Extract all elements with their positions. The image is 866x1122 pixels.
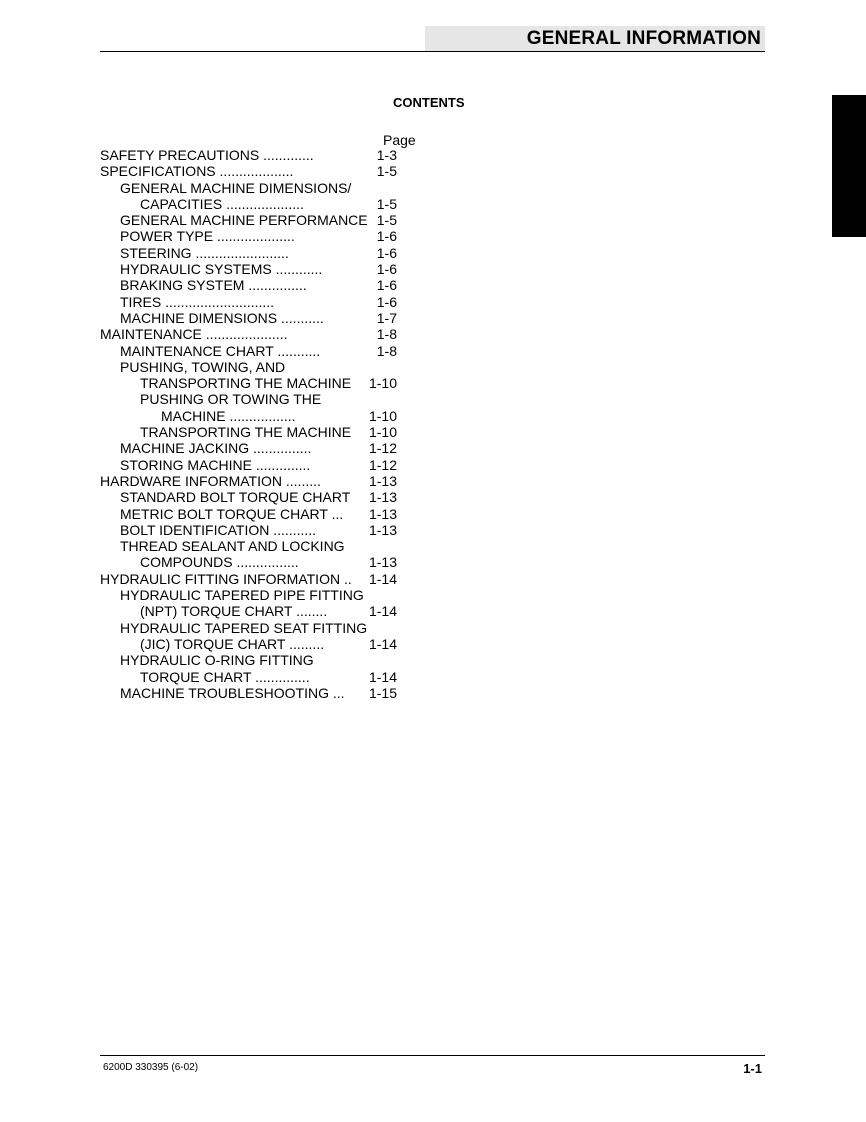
toc-entry-title: TORQUE CHART ..............	[140, 668, 310, 685]
toc-entry-page: 1-14	[368, 603, 397, 620]
toc-entry-page: 1-6	[376, 293, 397, 310]
toc-entry	[100, 522, 400, 538]
toc-entry-title: PUSHING, TOWING, AND	[120, 358, 286, 375]
toc-entry	[100, 554, 400, 570]
toc-entry	[100, 506, 400, 522]
toc-entry-page: 1-12	[368, 456, 397, 473]
toc-entry-title: BRAKING SYSTEM ...............	[120, 277, 307, 294]
toc-entry	[100, 408, 400, 424]
toc-entry	[100, 538, 400, 554]
toc-entry	[100, 620, 400, 636]
toc-entry-title: TRANSPORTING THE MACHINE	[140, 424, 352, 441]
toc-entry-page: 1-13	[368, 521, 397, 538]
toc-entry-page: 1-12	[368, 440, 397, 457]
toc-entry-title: MACHINE JACKING ...............	[120, 440, 312, 457]
toc-entry-title: MAINTENANCE CHART ...........	[120, 342, 321, 359]
toc-entry-title: STORING MACHINE ..............	[120, 456, 311, 473]
toc-entry-page: 1-5	[376, 195, 397, 212]
toc-entry-page: 1-7	[376, 309, 397, 326]
toc-entry-page: 1-10	[368, 407, 397, 424]
toc-entry-title: HARDWARE INFORMATION .........	[100, 472, 321, 489]
toc-entry-title: COMPOUNDS ................	[140, 554, 299, 571]
toc-entry-title: PUSHING OR TOWING THE	[140, 391, 322, 408]
toc-entry	[100, 310, 400, 326]
toc-entry	[100, 457, 400, 473]
toc-entry-title: STANDARD BOLT TORQUE CHART	[120, 489, 351, 506]
toc-entry-title: HYDRAULIC O-RING FITTING	[120, 652, 314, 669]
toc-entry	[100, 277, 400, 293]
toc-entry-title: MACHINE DIMENSIONS ...........	[120, 309, 324, 326]
toc-entry	[100, 587, 400, 603]
footer-rule	[100, 1055, 765, 1056]
toc-entry	[100, 212, 400, 228]
toc-entry-title: MACHINE TROUBLESHOOTING ...	[120, 684, 345, 701]
toc-entry-title: TIRES ............................	[120, 293, 275, 310]
toc-entry-page: 1-13	[368, 489, 397, 506]
toc-entry-title: HYDRAULIC SYSTEMS ............	[120, 261, 323, 278]
toc-entry-title: BOLT IDENTIFICATION ...........	[120, 521, 317, 538]
toc-entry-title: THREAD SEALANT AND LOCKING	[120, 538, 345, 555]
toc-entry-title: HYDRAULIC TAPERED PIPE FITTING	[120, 587, 364, 604]
toc-entry-page: 1-14	[368, 668, 397, 685]
page-number: 1-1	[743, 1061, 762, 1076]
toc-entry	[100, 652, 400, 668]
toc-entry-title: GENERAL MACHINE DIMENSIONS/	[120, 179, 352, 196]
toc-entry	[100, 669, 400, 685]
toc-entry-title: HYDRAULIC TAPERED SEAT FITTING	[120, 619, 368, 636]
toc-entry-page: 1-15	[368, 684, 397, 701]
toc-entry-page: 1-3	[376, 147, 397, 163]
toc-entry-page: 1-14	[368, 635, 397, 652]
toc-entry-title: METRIC BOLT TORQUE CHART ...	[120, 505, 344, 522]
toc-entry-page: 1-6	[376, 277, 397, 294]
toc-entry-page: 1-10	[368, 375, 397, 392]
toc-entry-title: SPECIFICATIONS ...................	[100, 163, 294, 180]
toc-entry	[100, 147, 400, 163]
toc-entry	[100, 245, 400, 261]
toc-entry	[100, 473, 400, 489]
toc-entry	[100, 603, 400, 619]
toc-entry	[100, 391, 400, 407]
toc-entry	[100, 326, 400, 342]
section-thumb-tab	[832, 95, 866, 237]
toc-entry-page: 1-8	[376, 342, 397, 359]
toc-entry-page: 1-5	[376, 212, 397, 229]
toc-entry-title: SAFETY PRECAUTIONS .............	[100, 147, 314, 163]
toc-entry-title: (JIC) TORQUE CHART .........	[140, 635, 325, 652]
toc-entry	[100, 163, 400, 179]
toc-entry	[100, 375, 400, 391]
toc-entry-title: TRANSPORTING THE MACHINE	[140, 375, 352, 392]
toc-entry	[100, 489, 400, 505]
toc-entry-page: 1-6	[376, 261, 397, 278]
toc-entry	[100, 196, 400, 212]
toc-entry-title: MAINTENANCE .....................	[100, 326, 288, 343]
toc-entry-page: 1-10	[368, 424, 397, 441]
toc-entry	[100, 424, 400, 440]
header-rule	[100, 51, 765, 52]
contents-heading: CONTENTS	[393, 95, 465, 110]
toc-entry	[100, 261, 400, 277]
toc-entry	[100, 685, 400, 701]
toc-entry-title: MACHINE .................	[161, 407, 296, 424]
toc-entry-title: HYDRAULIC FITTING INFORMATION ..	[100, 570, 352, 587]
toc-entry-title: GENERAL MACHINE PERFORMANCE	[120, 212, 368, 229]
page-column-label: Page	[383, 132, 416, 148]
toc-entry-page: 1-13	[368, 505, 397, 522]
toc-entry-page: 1-14	[368, 570, 397, 587]
toc-entry	[100, 636, 400, 652]
toc-entry-title: STEERING ........................	[120, 244, 289, 261]
toc-entry	[100, 228, 400, 244]
document-id: 6200D 330395 (6-02)	[103, 1062, 199, 1073]
toc-entry	[100, 294, 400, 310]
toc-entry-title: POWER TYPE ....................	[120, 228, 295, 245]
toc-entry-page: 1-6	[376, 228, 397, 245]
toc-entry	[100, 571, 400, 587]
table-of-contents	[100, 147, 400, 701]
toc-entry	[100, 180, 400, 196]
toc-entry	[100, 343, 400, 359]
toc-entry-page: 1-8	[376, 326, 397, 343]
toc-entry	[100, 359, 400, 375]
toc-entry	[100, 440, 400, 456]
toc-entry-page: 1-6	[376, 244, 397, 261]
section-title: GENERAL INFORMATION	[526, 28, 761, 49]
toc-entry-page: 1-5	[376, 163, 397, 180]
toc-entry-title: CAPACITIES ....................	[140, 195, 304, 212]
toc-entry-page: 1-13	[368, 472, 397, 489]
toc-entry-title: (NPT) TORQUE CHART ........	[140, 603, 328, 620]
toc-entry-page: 1-13	[368, 554, 397, 571]
